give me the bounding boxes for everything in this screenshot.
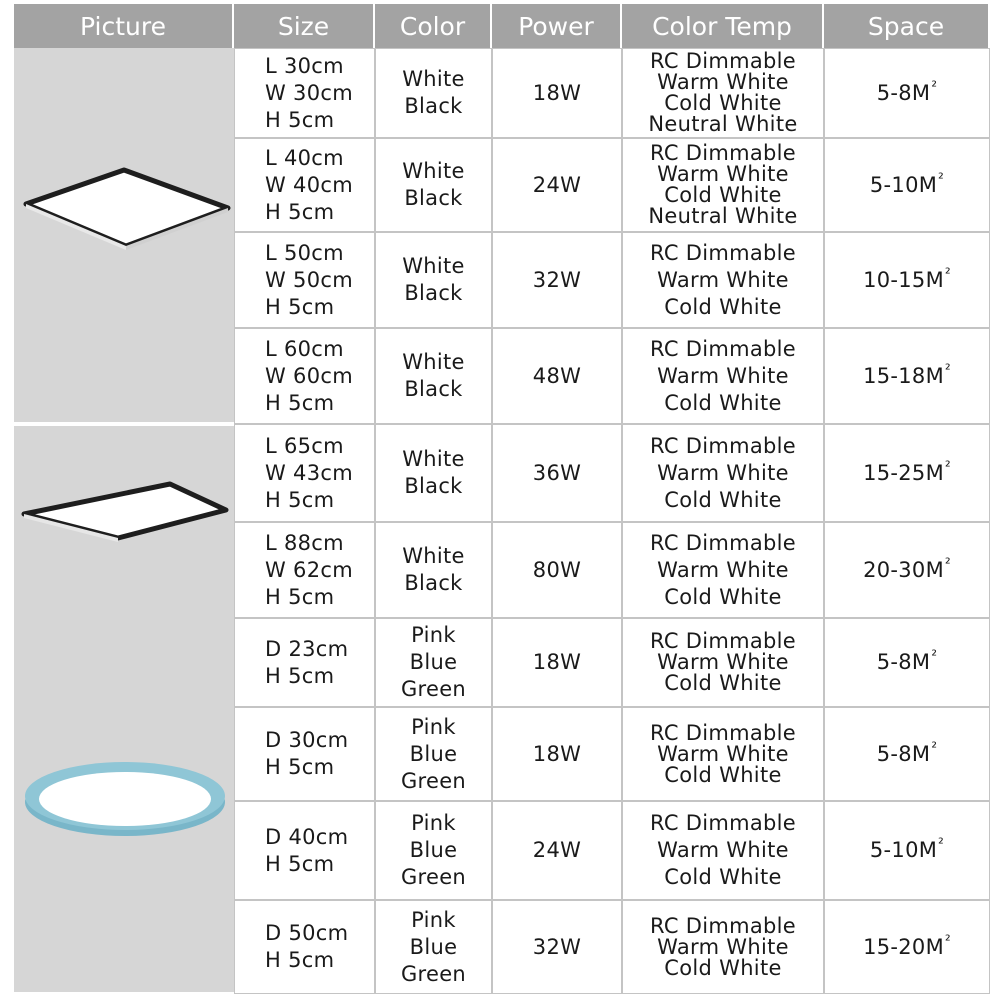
color-temp-cell bbox=[622, 618, 824, 707]
column-header: Power bbox=[492, 4, 622, 48]
color-temp-cell-line: Warm White bbox=[657, 934, 789, 959]
color-temp-cell-line: Cold White bbox=[664, 183, 782, 207]
color-cell-line: Pink bbox=[411, 623, 456, 647]
size-cell-line: H 5cm bbox=[265, 948, 335, 972]
spec-table bbox=[14, 4, 990, 994]
space-value: 5-8M bbox=[876, 80, 931, 105]
color-cell-line: Black bbox=[404, 94, 463, 118]
color-temp-cell-lines bbox=[650, 631, 796, 694]
size-cell-line: W 40cm bbox=[265, 172, 353, 197]
color-temp-cell-line: RC Dimmable bbox=[649, 433, 797, 458]
color-temp-cell-line: Cold White bbox=[664, 91, 782, 115]
color-cell-line: Green bbox=[400, 768, 467, 793]
color-temp-cell-line: RC Dimmable bbox=[649, 530, 797, 555]
space-unit: ² bbox=[931, 739, 938, 756]
space-unit: ² bbox=[945, 265, 951, 282]
color-cell bbox=[375, 900, 492, 994]
color-cell-line: White bbox=[402, 544, 465, 568]
space-cell bbox=[824, 707, 990, 801]
size-cell bbox=[234, 424, 375, 522]
color-temp-cell-lines bbox=[648, 143, 797, 227]
space-value: 10-15M bbox=[863, 267, 945, 292]
color-temp-cell-line: Cold White bbox=[664, 487, 782, 512]
color-cell bbox=[375, 801, 492, 900]
color-cell-line: Green bbox=[400, 677, 467, 701]
color-cell-line: Black bbox=[404, 377, 463, 401]
color-temp-cell-line: Neutral White bbox=[648, 204, 798, 228]
space-unit: ² bbox=[931, 648, 938, 664]
size-cell-line: H 5cm bbox=[265, 199, 335, 224]
size-cell bbox=[234, 900, 375, 994]
color-cell-lines bbox=[401, 714, 466, 795]
color-temp-cell-line: RC Dimmable bbox=[649, 629, 797, 653]
power-cell: 24W bbox=[492, 138, 622, 232]
space-unit: ² bbox=[938, 170, 945, 187]
power-cell: 36W bbox=[492, 424, 622, 522]
color-temp-cell-line: Cold White bbox=[664, 865, 782, 889]
color-cell-line: White bbox=[402, 350, 465, 374]
color-temp-cell-line: RC Dimmable bbox=[649, 811, 797, 835]
size-cell-line: L 65cm bbox=[265, 433, 344, 458]
color-cell bbox=[375, 522, 492, 618]
color-temp-cell-line: Cold White bbox=[664, 390, 782, 415]
color-cell-line: Green bbox=[400, 961, 467, 986]
space-cell bbox=[824, 232, 990, 328]
size-cell-line: L 88cm bbox=[265, 530, 344, 555]
color-temp-cell-line: Cold White bbox=[664, 584, 782, 609]
size-cell-lines bbox=[265, 727, 348, 781]
power-cell: 32W bbox=[492, 232, 622, 328]
color-temp-cell-line: RC Dimmable bbox=[649, 720, 797, 745]
size-cell-lines bbox=[265, 636, 348, 690]
color-temp-cell bbox=[622, 138, 824, 232]
power-cell: 32W bbox=[492, 900, 622, 994]
color-temp-cell-line: Warm White bbox=[657, 363, 789, 388]
size-cell-line: D 30cm bbox=[265, 728, 349, 752]
space-unit: ² bbox=[945, 555, 951, 572]
color-cell-line: Pink bbox=[411, 811, 456, 835]
color-temp-cell-lines bbox=[650, 336, 796, 417]
size-cell-line: W 60cm bbox=[265, 363, 353, 388]
color-temp-cell-lines bbox=[648, 51, 797, 135]
size-cell-line: H 5cm bbox=[265, 487, 335, 512]
size-cell-line: D 23cm bbox=[265, 636, 349, 661]
color-temp-cell-line: Warm White bbox=[657, 741, 789, 766]
size-cell-line: H 5cm bbox=[265, 755, 335, 779]
space-value: 15-25M bbox=[863, 460, 945, 485]
color-cell bbox=[375, 138, 492, 232]
size-cell-line: W 50cm bbox=[265, 267, 353, 292]
space-value: 15-20M bbox=[863, 934, 945, 959]
size-cell-lines bbox=[265, 920, 348, 974]
color-temp-cell-lines bbox=[650, 240, 796, 321]
space-unit: ² bbox=[945, 458, 951, 475]
color-temp-cell-lines bbox=[650, 530, 796, 611]
color-cell-line: Green bbox=[400, 865, 467, 889]
color-temp-cell-line: Cold White bbox=[664, 955, 782, 980]
power-cell: 80W bbox=[492, 522, 622, 618]
color-cell-line: Black bbox=[404, 281, 463, 305]
size-cell-line: L 30cm bbox=[265, 53, 344, 78]
color-temp-cell bbox=[622, 801, 824, 900]
color-cell-lines bbox=[402, 446, 465, 500]
color-temp-cell-line: Warm White bbox=[657, 650, 789, 674]
color-cell-line: Pink bbox=[411, 714, 456, 739]
color-temp-cell-line: Warm White bbox=[657, 267, 789, 292]
color-cell-lines bbox=[402, 349, 465, 403]
color-cell-lines bbox=[402, 66, 465, 120]
color-temp-cell-line: Cold White bbox=[664, 294, 782, 319]
color-cell-line: Black bbox=[404, 474, 463, 498]
color-cell-line: White bbox=[402, 159, 465, 183]
color-temp-cell-line: RC Dimmable bbox=[649, 336, 797, 361]
size-cell bbox=[234, 522, 375, 618]
color-cell-lines bbox=[401, 622, 466, 703]
color-cell bbox=[375, 424, 492, 522]
rectangle-panel-light-icon bbox=[20, 480, 230, 546]
color-cell-lines bbox=[402, 543, 465, 597]
column-header: Size bbox=[234, 4, 375, 48]
color-cell-line: Black bbox=[404, 186, 463, 210]
color-temp-cell-line: Warm White bbox=[657, 557, 789, 582]
color-cell-line: Blue bbox=[409, 741, 458, 766]
color-temp-cell-lines bbox=[649, 913, 797, 980]
color-cell-lines bbox=[402, 253, 465, 307]
color-cell bbox=[375, 618, 492, 707]
color-temp-cell-line: RC Dimmable bbox=[649, 49, 797, 73]
color-temp-cell-line: Warm White bbox=[657, 70, 789, 94]
size-cell-lines bbox=[265, 336, 353, 417]
power-cell: 18W bbox=[492, 707, 622, 801]
color-cell-line: Pink bbox=[411, 907, 456, 932]
space-cell bbox=[824, 328, 990, 424]
color-temp-cell-line: Cold White bbox=[664, 762, 782, 787]
size-cell-line: H 5cm bbox=[265, 294, 335, 319]
color-cell-line: Black bbox=[404, 571, 463, 595]
color-temp-cell-line: Neutral White bbox=[648, 112, 798, 136]
color-temp-cell bbox=[622, 48, 824, 138]
size-cell-line: L 60cm bbox=[265, 336, 344, 361]
color-temp-cell bbox=[622, 522, 824, 618]
color-cell-line: White bbox=[402, 254, 465, 278]
color-temp-cell bbox=[622, 232, 824, 328]
space-value: 5-8M bbox=[876, 741, 931, 766]
size-cell bbox=[234, 801, 375, 900]
power-cell: 18W bbox=[492, 618, 622, 707]
power-cell: 18W bbox=[492, 48, 622, 138]
space-cell bbox=[824, 522, 990, 618]
round-panel-light-icon bbox=[22, 756, 228, 840]
size-cell bbox=[234, 618, 375, 707]
space-unit: ² bbox=[931, 78, 938, 95]
color-temp-cell bbox=[622, 328, 824, 424]
color-temp-cell-line: RC Dimmable bbox=[649, 913, 797, 938]
color-temp-cell bbox=[622, 900, 824, 994]
space-unit: ² bbox=[945, 361, 951, 378]
size-cell-lines bbox=[265, 145, 353, 226]
space-cell bbox=[824, 801, 990, 900]
size-cell-line: H 5cm bbox=[265, 851, 335, 876]
color-cell-lines bbox=[401, 907, 466, 988]
size-cell-line: W 62cm bbox=[265, 557, 353, 582]
size-cell-line: W 30cm bbox=[265, 80, 353, 105]
color-temp-cell-line: Warm White bbox=[657, 162, 789, 186]
space-value: 5-10M bbox=[869, 838, 938, 862]
square-panel-light-icon bbox=[22, 166, 232, 256]
space-cell bbox=[824, 138, 990, 232]
space-cell bbox=[824, 48, 990, 138]
color-temp-cell-line: Cold White bbox=[664, 671, 782, 695]
space-cell bbox=[824, 618, 990, 707]
size-cell-line: D 40cm bbox=[265, 824, 349, 849]
space-value: 15-18M bbox=[863, 363, 945, 388]
size-cell bbox=[234, 232, 375, 328]
color-cell-lines bbox=[402, 158, 465, 212]
size-cell-line: H 5cm bbox=[265, 663, 335, 688]
size-cell-lines bbox=[265, 240, 353, 321]
color-temp-cell-lines bbox=[650, 433, 796, 514]
space-value: 20-30M bbox=[863, 557, 945, 582]
space-value: 5-8M bbox=[876, 650, 931, 674]
size-cell bbox=[234, 138, 375, 232]
size-cell-line: D 50cm bbox=[265, 921, 349, 945]
color-temp-cell-line: RC Dimmable bbox=[649, 141, 797, 165]
column-header: Color Temp bbox=[622, 4, 824, 48]
color-cell-line: White bbox=[402, 67, 465, 91]
power-cell: 48W bbox=[492, 328, 622, 424]
color-temp-cell-line: RC Dimmable bbox=[649, 240, 797, 265]
size-cell bbox=[234, 707, 375, 801]
space-cell bbox=[824, 424, 990, 522]
color-cell-line: Blue bbox=[409, 934, 458, 959]
space-cell bbox=[824, 900, 990, 994]
size-cell-line: H 5cm bbox=[265, 390, 335, 415]
color-cell-line: White bbox=[402, 447, 465, 471]
column-header: Picture bbox=[14, 4, 234, 48]
space-value: 5-10M bbox=[869, 172, 938, 197]
color-temp-cell-line: Warm White bbox=[657, 460, 789, 485]
space-unit: ² bbox=[938, 836, 945, 852]
column-header: Space bbox=[824, 4, 990, 48]
color-temp-cell-lines bbox=[649, 720, 797, 787]
size-cell-lines bbox=[265, 824, 348, 878]
color-temp-cell-line: Warm White bbox=[657, 838, 789, 862]
color-cell bbox=[375, 707, 492, 801]
color-cell bbox=[375, 328, 492, 424]
color-cell bbox=[375, 232, 492, 328]
space-unit: ² bbox=[945, 932, 951, 949]
size-cell-lines bbox=[265, 530, 353, 611]
size-cell-lines bbox=[265, 53, 353, 134]
color-cell-line: Blue bbox=[409, 650, 458, 674]
size-cell-line: L 50cm bbox=[265, 240, 344, 265]
size-cell-line: H 5cm bbox=[265, 107, 335, 132]
size-cell bbox=[234, 48, 375, 138]
power-cell: 24W bbox=[492, 801, 622, 900]
size-cell-lines bbox=[265, 433, 353, 514]
size-cell-line: H 5cm bbox=[265, 584, 335, 609]
color-cell bbox=[375, 48, 492, 138]
size-cell-line: W 43cm bbox=[265, 460, 353, 485]
color-temp-cell-lines bbox=[650, 810, 796, 891]
column-header: Color bbox=[375, 4, 492, 48]
color-cell-line: Blue bbox=[409, 838, 458, 862]
color-cell-lines bbox=[401, 810, 466, 891]
size-cell-line: L 40cm bbox=[265, 145, 344, 170]
color-temp-cell bbox=[622, 424, 824, 522]
color-temp-cell bbox=[622, 707, 824, 801]
size-cell bbox=[234, 328, 375, 424]
